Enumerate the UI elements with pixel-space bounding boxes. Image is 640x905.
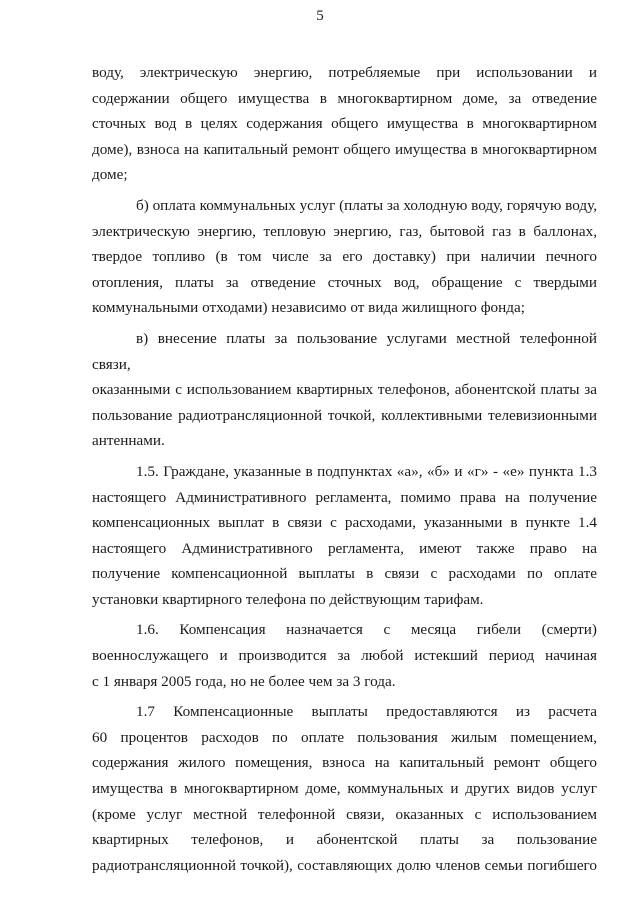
text-line: военнослужащего и производится за любой истекший период начиная — [92, 647, 597, 665]
text-line: компенсационных выплат в связи с расходами, указанными в пункте 1.4 — [92, 514, 597, 532]
text-line: содержания жилого помещения, взноса на капитальный ремонт общего — [92, 754, 597, 772]
text-line: в) внесение платы за пользование услугами местной телефонной связи, — [92, 329, 597, 373]
text-line: настоящего Административного регламента, помимо права на получение — [92, 488, 597, 506]
text-line: установки квартирного телефона по действующим тарифам. — [92, 590, 484, 608]
text-line: имущества в многоквартирном доме, коммунальных и других видов услуг — [92, 780, 597, 798]
text-line: квартирных телефонов, и абонентской платы за пользование — [92, 831, 597, 849]
text-line: твердое топливо (в том числе за его доставку) при наличии печного — [92, 248, 597, 266]
paragraph-item-b — [92, 193, 597, 321]
text-line: 1.7 Компенсационные выплаты предоставляются из расчета — [136, 703, 597, 721]
text-line: 1.6. Компенсация назначается с месяца гибели (смерти) — [136, 621, 597, 639]
text-line: 60 процентов расходов по оплате пользования жилым помещением, — [92, 728, 597, 746]
text-line: б) оплата коммунальных услуг (платы за холодную воду, горячую воду, — [136, 196, 597, 214]
paragraph-1-7 — [92, 699, 597, 878]
text-line: 1.5. Граждане, указанные в подпунктах «а», «б» и «г» - «е» пункта 1.3 — [136, 462, 597, 480]
text-line: воду, электрическую энергию, потребляемые при использовании и — [92, 64, 597, 81]
text-line: антеннами. — [92, 432, 165, 450]
text-line: пользование радиотрансляционной точкой, коллективными телевизионными — [92, 406, 597, 424]
paragraph-item-v — [92, 326, 597, 454]
text-line: получение компенсационной выплаты в связи с расходами по оплате — [92, 565, 597, 583]
text-line: оказанными с использованием квартирных телефонов, абонентской платы за — [92, 381, 597, 399]
text-line: доме; — [92, 166, 128, 184]
text-line: доме), взноса на капитальный ремонт общего имущества в многоквартирном — [92, 140, 597, 158]
page-number: 5 — [316, 8, 324, 24]
document-body — [92, 60, 597, 878]
text-line: коммунальными отходами) независимо от вида жилищного фонда; — [92, 299, 525, 317]
paragraph-continuation — [92, 60, 597, 188]
text-line: (кроме услуг местной телефонной связи, оказанных с использованием — [92, 805, 597, 823]
text-line: с 1 января 2005 года, но не более чем за 3 года. — [92, 672, 396, 690]
text-line: настоящего Административного регламента, имеют также право на — [92, 539, 597, 557]
paragraph-1-6 — [92, 617, 597, 694]
text-line: отопления, платы за отведение сточных вод, обращение с твердыми — [92, 273, 597, 291]
text-line: содержании общего имущества в многоквартирном доме, за отведение — [92, 89, 597, 107]
text-line: сточных вод в целях содержания общего имущества в многоквартирном — [92, 115, 597, 133]
text-line: электрическую энергию, тепловую энергию, газ, бытовой газ в баллонах, — [92, 222, 597, 240]
text-line: радиотрансляционной точкой), составляющих долю членов семьи погибшего — [92, 856, 597, 874]
paragraph-1-5 — [92, 459, 597, 613]
